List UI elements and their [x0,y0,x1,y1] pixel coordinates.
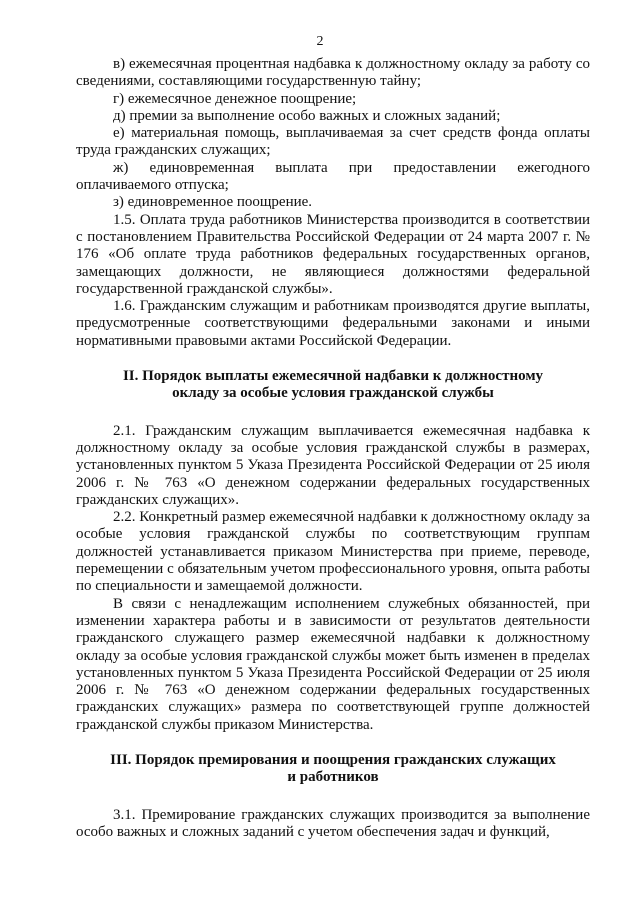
section-2-heading [76,368,590,403]
section-2-heading-line-2: окладу за особые условия гражданской службы [172,385,494,402]
section-3-heading [76,752,590,787]
paragraph-item-v: в) ежемесячная процентная надбавка к должностному окладу за работу со сведениями, составляющими государственную тайну; [76,56,590,90]
document-body [76,56,590,841]
section-3-heading-line-1: III. Порядок премирования и поощрения гражданских служащих [110,751,556,768]
paragraph-item-zh: ж) единовременная выплата при предоставлении ежегодного оплачиваемого отпуска; [76,159,590,194]
paragraph-2-1: 2.1. Гражданским служащим выплачивается ежемесячная надбавка к должностному окладу за особые условия гражданской службы в размерах, установленных пунктом 5 Указа Президента Российской Федерации от 25 июля 2006 г. № 763 «О денежном содержании федеральных государственных гражданских служащих». [76,422,590,508]
paragraph-2-2-continued: В связи с ненадлежащим исполнением служебных обязанностей, при изменении характера работы и в зависимости от результатов деятельности гражданского служащего размер ежемесячной надбавки к должностному окладу за особые условия гражданской службы может быть изменен в пределах установленных пунктом 5 Указа Президента Российской Федерации от 25 июля 2006 г. № 763 «О денежном содержании федеральных государственных гражданских служащих» размера по соответствующей группе должностей гражданской службы приказом Министерства. [76,595,590,733]
paragraph-3-1: 3.1. Премирование гражданских служащих производится за выполнение особо важных и сложных заданий с учетом обеспечения задач и функций, [76,806,590,840]
section-2-heading-line-1: II. Порядок выплаты ежемесячной надбавки к должностному [122,368,544,385]
section-3-heading-line-2: и работников [287,769,379,786]
paragraph-1-6: 1.6. Гражданским служащим и работникам производятся другие выплаты, предусмотренные соответствующими федеральными законами и иными нормативными правовыми актами Российской Федерации. [76,298,590,349]
paragraph-1-5: 1.5. Оплата труда работников Министерства производится в соответствии с постановлением Правительства Российской Федерации от 24 марта 2007 г. № 176 «Об оплате труда работников федеральных государственных органов, замещающих должности, не являющиеся должностями федеральной государственной гражданской службы». [76,211,590,297]
paragraph-item-g: г) ежемесячное денежное поощрение; [113,90,357,107]
paragraph-item-z: з) единовременное поощрение. [113,194,313,211]
paragraph-item-d: д) премии за выполнение особо важных и сложных заданий; [113,107,501,124]
paragraph-2-2: 2.2. Конкретный размер ежемесячной надбавки к должностному окладу за особые условия гражданской службы по соответствующим группам должностей устанавливается приказом Министерства при приеме, переводе, перемещении с обязательным учетом профессионального уровня, опыта работы по специальности и замещаемой должности. [76,509,590,595]
page-number: 2 [316,34,324,49]
paragraph-item-e: е) материальная помощь, выплачиваемая за счет средств фонда оплаты труда гражданских служащих; [76,125,590,159]
